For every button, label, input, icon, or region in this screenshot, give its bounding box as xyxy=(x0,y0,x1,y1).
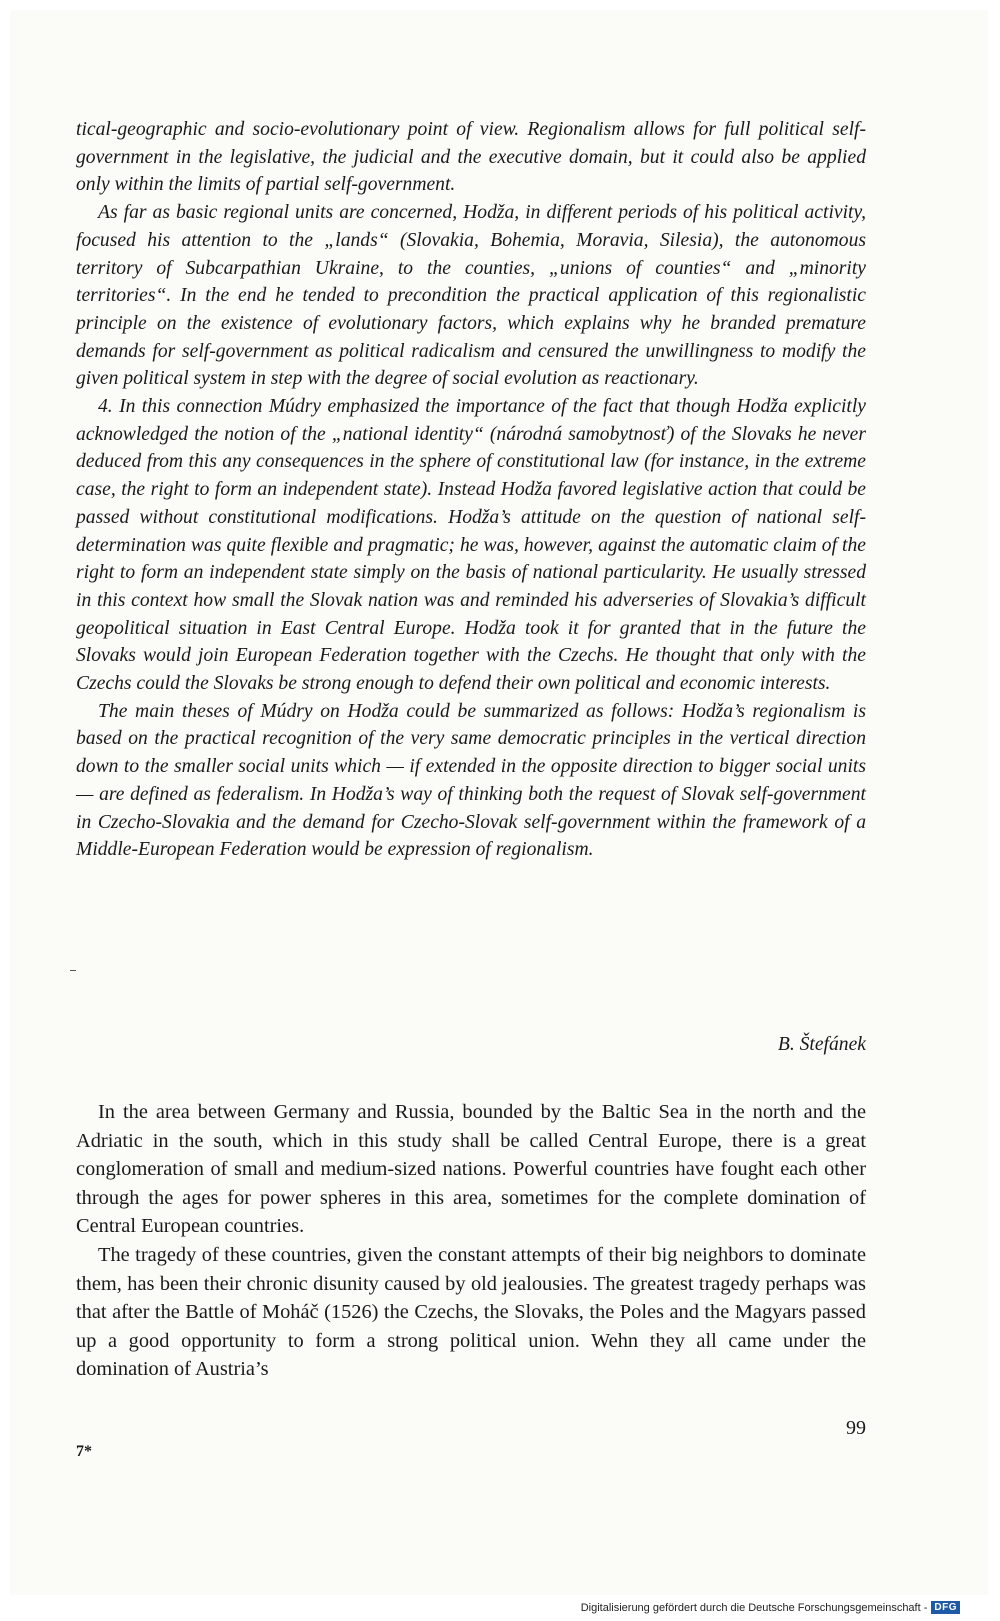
summary-text xyxy=(76,116,866,864)
digitization-footer xyxy=(581,1601,960,1614)
page-number: 99 xyxy=(846,1417,866,1439)
body-text xyxy=(76,1098,866,1384)
body-paragraph: In the area between Germany and Russia, bounded by the Baltic Sea in the north and the Adriatic in the south, which in this study shall be called Central Europe, there is a great conglomeration of small and medium-sized nations. Powerful countries have fought each other through the ages for power spheres in this area, sometimes for the complete domination of Central European countries. xyxy=(76,1101,866,1238)
sheet-signature: 7* xyxy=(76,1443,92,1460)
summary-paragraph: tical-geographic and socio-evolutionary point of view. Regionalism allows for full political self-government in the legislative, the judicial and the executive domain, but it could also be applied only within the limits of partial self-government. xyxy=(76,119,866,196)
summary-paragraph: 4. In this connection Múdry emphasized the importance of the fact that though Hodža explicitly acknowledged the notion of the „national identity“ (národná samobytnosť) of the Slovaks he never deduced from this any consequences in the sphere of constitutional law (for instance, in the extreme case, the right to form an independent state). Instead Hodža favored legislative action that could be passed without constitutional modifications. Hodža’s attitude on the question of national self-determination was quite flexible and pragmatic; he was, however, against the automatic claim of the right to form an independent state simply on the basis of national particularity. He usually stressed in this context how small the Slovak nation was and reminded his adverseries of Slovakia’s difficult geopolitical situation in East Central Europe. Hodža took it for granted that in the future the Slovaks would join European Federation together with the Czechs. He thought that only with the Czechs could the Slovaks be strong enough to defend their own political and economic interests. xyxy=(76,396,866,695)
body-paragraph: The tragedy of these countries, given the constant attempts of their big neighbors to dominate them, has been their chronic disunity caused by old jealousies. The greatest tragedy perhaps was that after the Battle of Moháč (1526) the Czechs, the Slovaks, the Poles and the Magyars passed up a good opportunity to form a strong political union. Wehn they all came under the domination of Austria’s xyxy=(76,1243,866,1381)
summary-paragraph: As far as basic regional units are concerned, Hodža, in different periods of his political activity, focused his attention to the „lands“ (Slovakia, Bohemia, Moravia, Silesia), the autonomous territory of Subcarpathian Ukraine, to the counties, „unions of counties“ and „minority territories“. In the end he tended to precondition the practical application of this regionalistic principle on the existence of evolutionary factors, which explains why he branded premature demands for self-government as political radicalism and censured the unwillingness to modify the given political system in step with the degree of social evolution as reactionary. xyxy=(76,202,866,390)
footer-text: Digitalisierung gefördert durch die Deutsche Forschungsgemeinschaft - xyxy=(580,1601,928,1614)
author-signature: B. Štefánek xyxy=(777,1034,866,1055)
margin-mark xyxy=(70,970,76,971)
dfg-logo-icon: DFG xyxy=(931,1601,960,1614)
summary-paragraph: The main theses of Múdry on Hodža could be summarized as follows: Hodža’s regionalism is based on the practical recognition of the very same democratic principles in the vertical direction down to the smaller social units which — if extended in the opposite direction to bigger social units — are defined as federalism. In Hodža’s way of thinking both the request of Slovak self-government in Czecho-Slovakia and the demand for Czecho-Slovak self-government within the framework of a Middle-European Federation would be expression of regionalism. xyxy=(76,700,866,861)
